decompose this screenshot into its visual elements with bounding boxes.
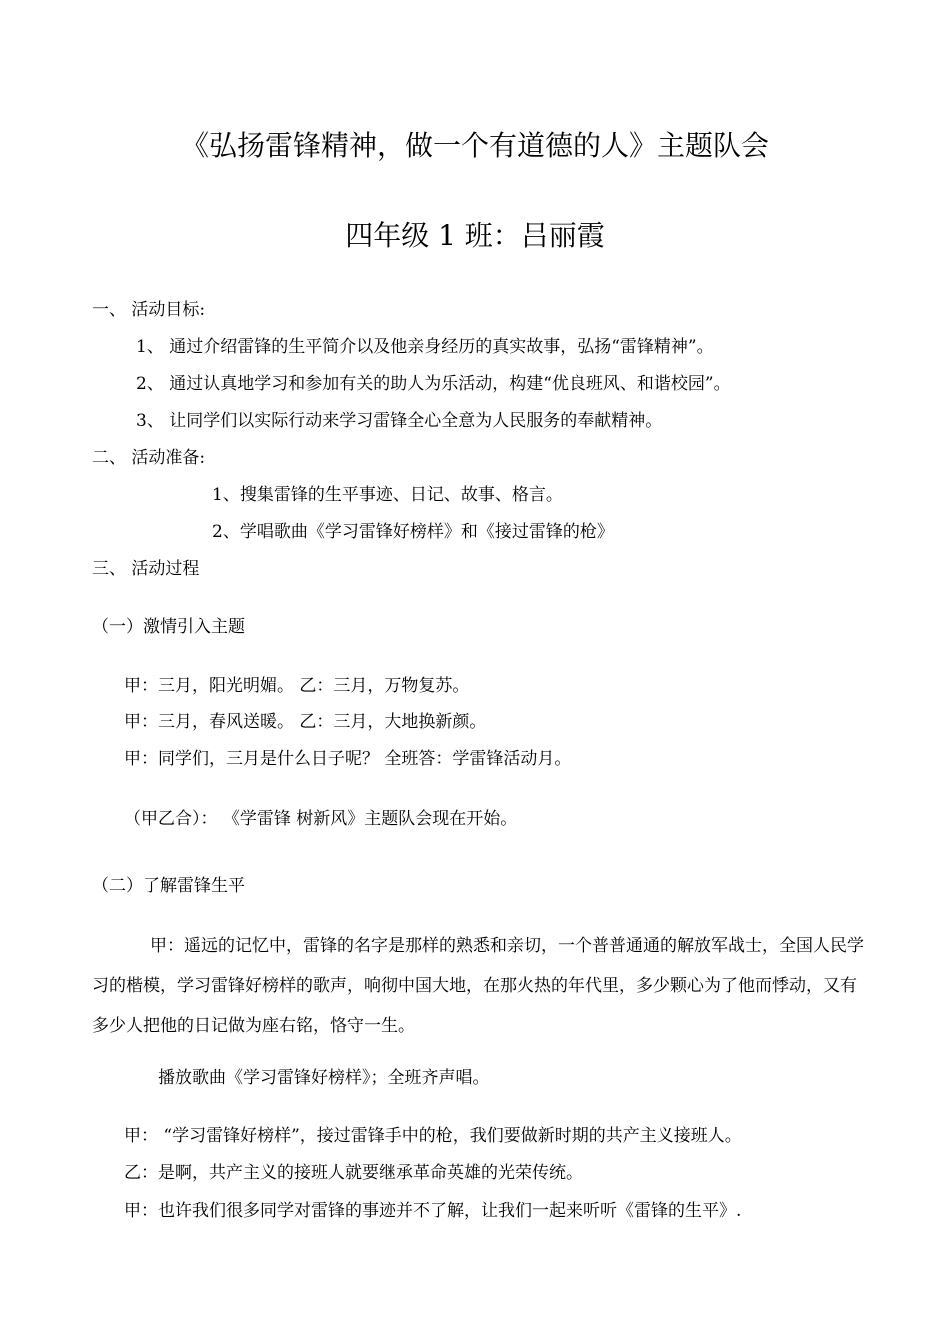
part-heading-intro: （一）激情引入主题: [92, 617, 245, 637]
section-heading-process: 三、 活动过程: [92, 559, 200, 579]
preparation-item: 1、搜集雷锋的生平事迹、日记、故事、格言。: [212, 485, 563, 505]
part-heading-biography: （二）了解雷锋生平: [92, 876, 245, 896]
goal-item: 3、 让同学们以实际行动来学习雷锋全心全意为人民服务的奉献精神。: [136, 411, 663, 431]
dialogue-line: 甲：三月，春风送暖。 乙：三月，大地换新颜。: [124, 712, 487, 732]
goal-item: 1、 通过介绍雷锋的生平简介以及他亲身经历的真实故事，弘扬“雷锋精神”。: [136, 337, 714, 357]
section-heading-preparation: 二、 活动准备:: [92, 448, 206, 468]
preparation-item: 2、学唱歌曲《学习雷锋好榜样》和《接过雷锋的枪》: [212, 522, 614, 542]
biography-paragraph: 甲：遥远的记忆中，雷锋的名字是那样的熟悉和亲切，一个普普通通的解放军战士，全国人民学习的楷模，学习雷锋好榜样的歌声，响彻中国大地，在那火热的年代里，多少颗心为了他而悸动，又有多少人把他的日记做为座右铭，恪守一生。: [92, 936, 864, 1036]
author-line: 四年级 1 班：吕丽霞: [345, 219, 605, 252]
dialogue-line: 乙：是啊，共产主义的接班人就要继承革命英雄的光荣传统。: [124, 1163, 583, 1183]
goal-item: 2、 通过认真地学习和参加有关的助人为乐活动，构建“优良班风、和谐校园”。: [136, 374, 731, 394]
song-line: 播放歌曲《学习雷锋好榜样》；全班齐声唱。: [158, 1068, 490, 1088]
document-title: 《弘扬雷锋精神，做一个有道德的人》主题队会: [180, 129, 769, 162]
dialogue-line: 甲：也许我们很多同学对雷锋的事迹并不了解，让我们一起来听听《雷锋的生平》.: [124, 1201, 742, 1221]
dialogue-line: 甲：三月，阳光明媚。 乙：三月，万物复苏。: [124, 676, 470, 696]
together-line: （甲乙合）： 《学雷锋 树新风》主题队会现在开始。: [124, 809, 518, 829]
section-heading-goals: 一、 活动目标:: [92, 300, 206, 320]
dialogue-line: 甲： “学习雷锋好榜样”，接过雷锋手中的枪，我们要做新时期的共产主义接班人。: [124, 1126, 742, 1146]
dialogue-line: 甲：同学们，三月是什么日子呢？ 全班答：学雷锋活动月。: [124, 749, 572, 769]
